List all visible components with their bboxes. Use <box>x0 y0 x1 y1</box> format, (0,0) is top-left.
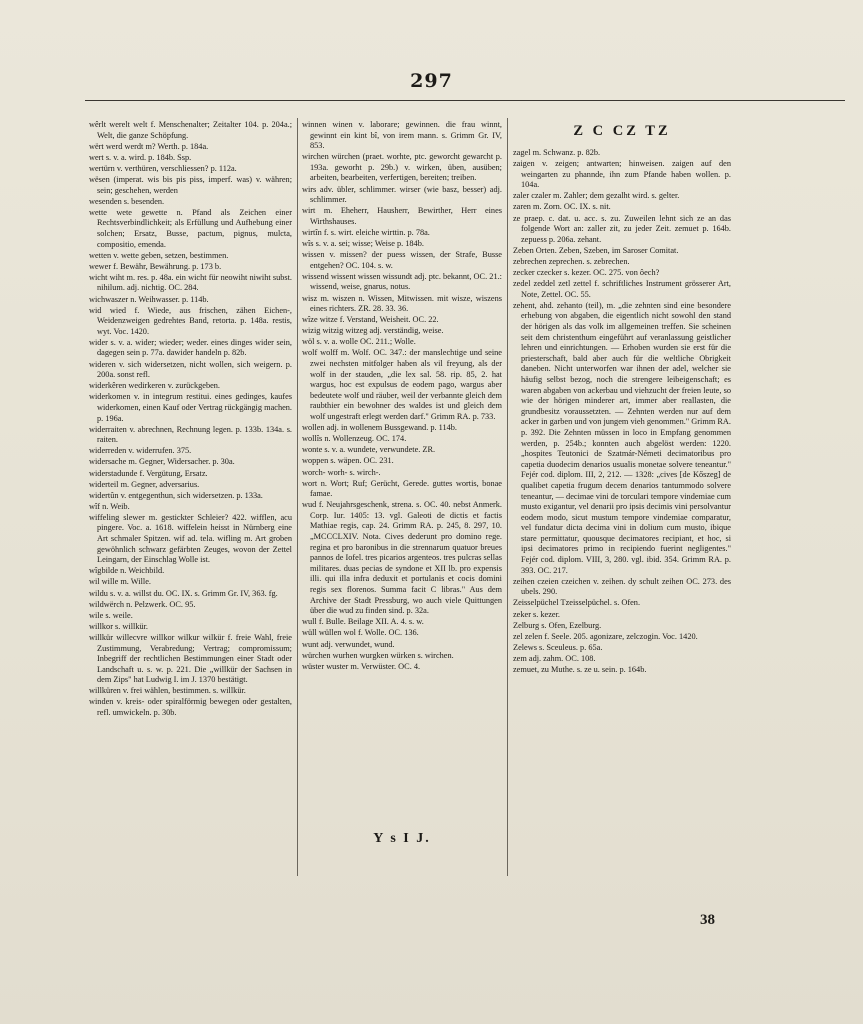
dictionary-entry: zaren m. Zorn. OC. IX. s. nit. <box>513 202 611 212</box>
dictionary-entry: wizig witzig witzeg adj. verständig, weise. <box>302 326 444 336</box>
dictionary-entry: wildwërch n. Pelzwerk. OC. 95. <box>89 599 196 609</box>
dictionary-entry: widerreden v. widerrufen. 375. <box>89 446 192 456</box>
dictionary-entry: worch- worh- s. wirch-. <box>302 467 381 477</box>
dictionary-entry: zel zelen f. Seele. 205. agonizare, zelczogin. Voc. 1420. <box>513 631 698 641</box>
dictionary-entry: zaigen v. zeigen; antwarten; hinweisen. zaigen auf den weingarten zu phannde, ihn zum Pfande haben wollen. p. 104a. <box>513 159 731 190</box>
dictionary-entry: wette wete gewette n. Pfand als Zeichen einer Rechtsverbindlichkeit; als Erfüllung und Aufhebung einer solchen; Ersatz, Busse, pactum, pignus, mulcta, compositio, emenda. <box>89 207 292 249</box>
dictionary-entry: wicht wiht m. res. p. 48a. ein wicht für neowiht niwiht subst. nihilum. adj. nichtig. OC. 284. <box>89 272 292 293</box>
dictionary-entry: wull f. Bulle. Beilage XII. A. 4. s. w. <box>302 617 424 627</box>
dictionary-entry: willkor s. willkür. <box>89 621 149 631</box>
dictionary-entry: wertürn v. verthüren, verschliessen? p. 112a. <box>89 163 237 173</box>
dictionary-entry: wîf n. Weib. <box>89 501 130 511</box>
dictionary-entry: zem adj. zahm. OC. 108. <box>513 653 596 663</box>
column-divider <box>507 118 508 876</box>
section-title-z: Z C CZ TZ <box>573 123 671 139</box>
page-number: 297 <box>410 70 453 92</box>
dictionary-entry: ze praep. c. dat. u. acc. s. zu. Zuweilen lehnt sich ze an das folgende Wort an: zaller zit, zu jeder Zeit. zemuet p. 164b. zepuess p. 206a. zehant. <box>513 213 731 244</box>
dictionary-entry: wîs s. v. a. sei; wisse; Weise p. 184b. <box>302 239 424 249</box>
column-divider <box>297 118 298 876</box>
dictionary-entry: wiffeling slewer m. gestickter Schleier? 422. wifflen, acu pingere. Voc. a. 1618. wiffelein heisst in Nürnberg eine Art schmaler Spitzen. wif ad. tela. wifling m. Art groben gewöhnlich schwarz gefärbten Zeuges, wovon der Zettel Leingarn, der Einschlag Wolle ist. <box>89 512 292 565</box>
dictionary-entry: wërt werd werdt m? Werth. p. 184a. <box>89 141 209 151</box>
dictionary-entry: wollen adj. in wollenem Bussgewand. p. 114b. <box>302 423 458 433</box>
dictionary-entry: wêrlt werelt welt f. Menschenalter; Zeitalter 104. p. 204a.; Welt, die ganze Schöpfung. <box>89 120 292 140</box>
dictionary-entry: Zelews s. Sceuleus. p. 65a. <box>513 642 603 652</box>
dictionary-entry: wichwaszer n. Weihwasser. p. 114b. <box>89 294 209 304</box>
dictionary-entry: wüster wuster m. Verwüster. OC. 4. <box>302 661 421 671</box>
dictionary-entry: winnen winen v. laborare; gewinnen. die frau winnt, gewinnt ein kint bî, von irem mann. s. Grimm Gr. IV, 853. <box>302 120 502 151</box>
column-1 <box>89 120 292 880</box>
dictionary-entry: wissen v. missen? der puess wissen, der Strafe, Busse entgehen? OC. 104. s. w. <box>302 250 502 270</box>
column-3 <box>513 120 731 880</box>
dictionary-entry: wonte s. v. a. wundete, verwundete. ZR. <box>302 445 436 455</box>
dictionary-entry: wirchen würchen (praet. worhte, ptc. geworcht gewarcht p. 193a. geworht p. 29b.) v. wirken, üben, ausüben; arbeiten, bearbeiten, verfertigen, bereiten; treiben. <box>302 152 502 183</box>
dictionary-entry: widertûn v. entgegenthun, sich widersetzen. p. 133a. <box>89 490 263 500</box>
dictionary-entry: wildu s. v. a. willst du. OC. IX. s. Grimm Gr. IV, 363. fg. <box>89 588 278 598</box>
dictionary-entry: wid wied f. Wiede, aus frischen, zähen Eichen-, Weidenzweigen gedrehtes Band, retorta. p. 148a. restis, wyt. Voc. 1420. <box>89 305 292 336</box>
dictionary-entry: Zeben Orten. Zeben, Szeben, im Saroser Comitat. <box>513 245 679 255</box>
dictionary-entry: zebrechen zeprechen. s. zebrechen. <box>513 256 630 266</box>
dictionary-entry: wüll wüllen wol f. Wolle. OC. 136. <box>302 628 419 638</box>
dictionary-entry: zaler czaler m. Zahler; dem gezalht wird. s. gelter. <box>513 191 680 201</box>
dictionary-entry: widerraiten v. abrechnen, Rechnung legen. p. 133b. 134a. s. raiten. <box>89 424 292 445</box>
dictionary-entry: wud f. Neujahrsgeschenk, strena. s. OC. 40. nebst Anmerk. Corp. Iur. 1405: 13. vgl. Galeoti de dictis et factis Mathiae regis, cap. 24. Grimm RA. p. 245, 8. 297, 10. „MCCCLXIV. Nota. Cives dederunt pro domino rege. regina et pro baronibus in die strennarum quatuor breues pannos de Iofel. tres picarios argenteos. tres pulcras sellas militares. duas pecias de syndone et XII lb. pro expensis illi. qui illa infra deduxit et portulanis et cocis domini regis sex florenos. Summa facit C libras." Aus dem Archive der Stadt Pressburg, wo auch viele Quittungen über die wud zu finden sind. p. 32a. <box>302 500 502 616</box>
dictionary-entry: willküren v. frei wählen, bestimmen. s. willkür. <box>89 686 246 696</box>
section-heading-ysij: Y s I J. <box>373 831 431 846</box>
dictionary-entry: wisz m. wiszen n. Wissen, Mitwissen. mit wisze, wiszens eines richters. ZR. 28. 33. 36. <box>302 293 502 314</box>
dictionary-entry: wirtîn f. s. wirt. eleiche wirttin. p. 78a. <box>302 227 430 237</box>
dictionary-entry: Zeisselpüchel Tzeisselpüchel. s. Ofen. <box>513 598 641 608</box>
dictionary-entry: widerteil m. Gegner, adversarius. <box>89 479 200 489</box>
dictionary-entry: Zelburg s. Ofen, Ezelburg. <box>513 620 602 630</box>
dictionary-entry: wissend wissent wissen wissundt adj. ptc. bekannt, OC. 21.: wissend, weise, gnarus, notus. <box>302 271 502 292</box>
dictionary-entry: wesenden s. besenden. <box>89 196 165 206</box>
dictionary-entry: wîgbilde n. Weichbild. <box>89 566 165 576</box>
dictionary-entry: wider s. v. a. wider; wieder; weder. eines dinges wider sein, dagegen sein p. 77a. dawider handeln p. 82b. <box>89 337 292 358</box>
dictionary-entry: zeker s. kezer. <box>513 609 560 619</box>
dictionary-entry: widerkomen v. in integrum restitui. eines gedinges, kaufes widerkomen, einen Kauf oder Vertrag rückgängig machen. p. 196a. <box>89 392 292 423</box>
dictionary-entry: zedel zeddel zetl zettel f. schriftliches Instrument grösserer Art, Note, Zettel. OC. 55. <box>513 279 731 299</box>
dictionary-entry: wësen (imperat. wis bis pis piss, imperf. was) v. währen; sein; geschehen, werden <box>89 174 292 195</box>
dictionary-entry: wetten v. wette geben, setzen, bestimmen. <box>89 250 229 260</box>
dictionary-entry: wollîs n. Wollenzeug. OC. 174. <box>302 434 407 444</box>
dictionary-entry: zehent, ahd. zehanto (teil), m. „die zehnten sind eine besondere erhebung von abgaben, die eigentlich nicht sowohl den stand der hörigen als das volk im allgemeinen treffen. Sie scheinen seit dem christenthum eingeführt auf veranlassung geistlicher lehren und einrichtungen. — Erhoben wurden sie erst für die priesterschaft, bald aber auch für die weltliche Obrigkeit daneben. Nicht unterworfen war ihnen der adel, welcher sie häufig selbst bezog, noch die strengere leibeigenschaft; es waren abgaben von ackerbau und viehzucht der freien leute, so wie der hörigen minderer art, immer aber reallasten, die grundbesitz voraussetzten. — Zehnten werden nur auf dem acker in garben und von jungem vieh genommen." Grimm RA. p. 392. Die Zehnten müssen in loco in Empfang genommen werden, p. 254b.; konnten auch abgelöst werden: 1220. „hospites Teutonici de Szatmár-Németi decimatoribus pro capetia duodecim denarios usualis monetae solvere teneantur." Fejér cod. diplom. III, 2, 212. — 1328: „cives [de Kőszeg] de qualibet capetia frugum decem denarios tantummodo solvere teneantur, — decimae vini de torculari tempore vindemiae cum musto exigantur, vel denarii pro ipsis decimis vini persolvantur eodem modo, sicut mustum tempore vindemiae comparatur, vel fundatur dicta decima vini in dolium cum musto, ibique stare permittatur, quousque decimatores recipiant, et hoc, si ipsi decimatores primo in recipiendo fuerint negligentes." Fejér cod. diplom. VIII, 3, 280. vgl. ibid. 354. Grimm RA. p. 393. OC. 217. <box>513 300 731 575</box>
dictionary-entry: wirt m. Eheherr, Hausherr, Bewirther, Herr eines Wirthshauses. <box>302 206 502 226</box>
header-rule <box>85 100 845 101</box>
dictionary-entry: wirs adv. übler, schlimmer. wirser (wie basz, besser) adj. schlimmer. <box>302 184 502 205</box>
dictionary-entry: widerstadunde f. Vergütung, Ersatz. <box>89 468 208 478</box>
dictionary-entry: widersache m. Gegner, Widersacher. p. 30a. <box>89 457 235 467</box>
dictionary-entry: widerkêren wedirkeren v. zurückgeben. <box>89 381 220 391</box>
dictionary-entry: zagel m. Schwanz. p. 82b. <box>513 148 601 157</box>
dictionary-entry: winden v. kreis- oder spiralförmig bewegen oder gestalten, refl. umwickeln. p. 30b. <box>89 697 292 718</box>
dictionary-entry: wunt adj. verwundet, wund. <box>302 639 395 649</box>
dictionary-entry: würchen wurhen wurgken würken s. wirchen. <box>302 650 454 660</box>
dictionary-entry: wert s. v. a. wird. p. 184b. Ssp. <box>89 152 192 162</box>
dictionary-entry: wil wille m. Wille. <box>89 577 151 587</box>
dictionary-entry: zemuet, zu Muthe. s. ze u. sein. p. 164b. <box>513 665 647 674</box>
dictionary-entry: zecker czecker s. kezer. OC. 275. von ôech? <box>513 268 660 278</box>
dictionary-entry: wort n. Wort; Ruf; Gerücht, Gerede. guttes wortis, bonae famae. <box>302 478 502 499</box>
dictionary-entry: wile s. weile. <box>89 610 133 620</box>
dictionary-entry: zeihen czeien czeichen v. zeihen. dy schult zeihen OC. 273. des ubels. 290. <box>513 576 731 597</box>
signature-mark: 38 <box>700 912 715 928</box>
dictionary-entry: wîze witze f. Verstand, Weisheit. OC. 22. <box>302 315 439 325</box>
dictionary-entry: wolf wolff m. Wolf. OC. 347.: der manslechtige und seine zwei nechsten mitfolger haben als vil freyung, als der wolf in der stauden, „die lex sal. 58. rip. 85, 2. hat wargus, hoc est expulsus de eodem pago, wargus aber bedeutete wolf und räuber, weil der verbannte gleich dem raubthier ein bewohner des waldes ist und gleich dem wolf ungestraft erlegt werden darf." Grimm RA. p. 733. <box>302 348 502 422</box>
dictionary-entry: wewer f. Bewähr, Bewährung. p. 173 b. <box>89 261 222 271</box>
column-2 <box>302 120 502 880</box>
dictionary-entry: wöl s. v. a. wolle OC. 211.; Wolle. <box>302 337 416 347</box>
dictionary-entry: willkür willecvre willkor wilkur wilkür f. freie Wahl, freie Zustimmung, Verabredung; Vertrag; compromissum; Inbegriff der rechtlichen Bestimmungen einer Stadt oder Landschaft u. s. w. p. 221. Die „willkür der Sachsen in dem Zips" hat Ludwig I. im J. 1370 bestätigt. <box>89 632 292 685</box>
dictionary-entry: woppen s. wäpen. OC. 231. <box>302 456 394 466</box>
dictionary-entry: wideren v. sich widersetzen, nicht wollen, sich weigern. p. 200a. sonst refl. <box>89 359 292 380</box>
